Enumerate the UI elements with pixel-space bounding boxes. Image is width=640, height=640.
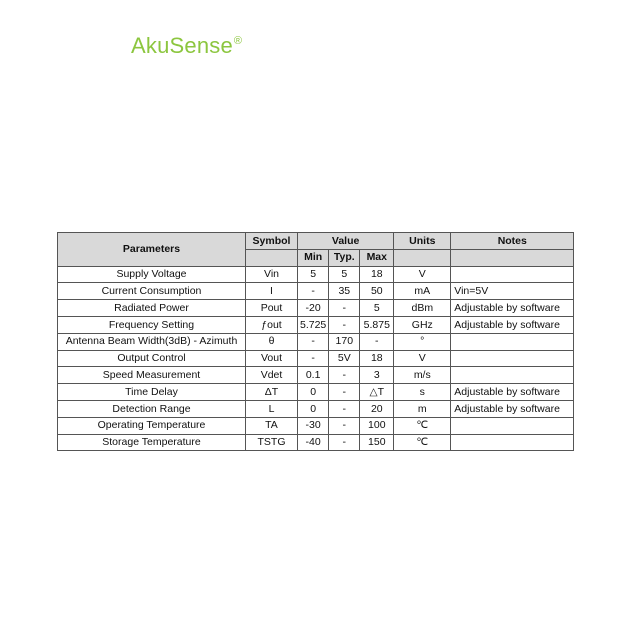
header-typ: Typ. [329,249,360,266]
min-cell: 5.725 [298,316,329,333]
parameter-cell: Output Control [58,350,246,367]
typ-cell: - [329,434,360,451]
typ-cell: - [329,417,360,434]
notes-cell: Adjustable by software [451,384,574,401]
table-row [58,400,574,417]
table-row [58,333,574,350]
min-cell: -20 [298,300,329,317]
header-max: Max [360,249,394,266]
header-min: Min [298,249,329,266]
units-cell: s [394,384,451,401]
table-row [58,367,574,384]
parameter-cell: Frequency Setting [58,316,246,333]
symbol-cell: Vdet [246,367,298,384]
table-body [58,266,574,451]
subheader-symbol-blank [246,249,298,266]
header-notes: Notes [451,233,574,250]
max-cell: 18 [360,266,394,283]
table-row [58,434,574,451]
units-cell: dBm [394,300,451,317]
header-parameters: Parameters [58,233,246,267]
min-cell: - [298,333,329,350]
symbol-cell: Vin [246,266,298,283]
parameter-cell: Antenna Beam Width(3dB) - Azimuth [58,333,246,350]
symbol-cell: TSTG [246,434,298,451]
typ-cell: - [329,400,360,417]
min-cell: 5 [298,266,329,283]
header-symbol: Symbol [246,233,298,250]
parameter-cell: Storage Temperature [58,434,246,451]
notes-cell: Vin=5V [451,283,574,300]
units-cell: GHz [394,316,451,333]
parameter-cell: Time Delay [58,384,246,401]
registered-mark: ® [233,35,243,47]
units-cell: ℃ [394,417,451,434]
subheader-notes-blank [451,249,574,266]
max-cell: 50 [360,283,394,300]
symbol-cell: L [246,400,298,417]
units-cell: ℃ [394,434,451,451]
notes-cell: Adjustable by software [451,300,574,317]
max-cell: 3 [360,367,394,384]
min-cell: -30 [298,417,329,434]
symbol-cell: ƒout [246,316,298,333]
header-value: Value [298,233,394,250]
notes-cell: Adjustable by software [451,400,574,417]
min-cell: 0.1 [298,367,329,384]
table-row [58,384,574,401]
max-cell: 150 [360,434,394,451]
header-units: Units [394,233,451,250]
table-row [58,266,574,283]
typ-cell: - [329,300,360,317]
min-cell: 0 [298,400,329,417]
parameter-cell: Speed Measurement [58,367,246,384]
units-cell: ° [394,333,451,350]
specifications-table [57,232,574,451]
typ-cell: 5V [329,350,360,367]
typ-cell: 5 [329,266,360,283]
table-row [58,316,574,333]
typ-cell: - [329,384,360,401]
min-cell: - [298,350,329,367]
min-cell: -40 [298,434,329,451]
max-cell: 100 [360,417,394,434]
max-cell: - [360,333,394,350]
table-row [58,417,574,434]
typ-cell: 35 [329,283,360,300]
header-row [58,233,574,250]
brand-logo [131,33,242,59]
units-cell: V [394,266,451,283]
max-cell: 5 [360,300,394,317]
table-row [58,283,574,300]
min-cell: 0 [298,384,329,401]
typ-cell: - [329,316,360,333]
notes-cell [451,367,574,384]
units-cell: m/s [394,367,451,384]
typ-cell: 170 [329,333,360,350]
table-row [58,350,574,367]
symbol-cell: θ [246,333,298,350]
min-cell: - [298,283,329,300]
typ-cell: - [329,367,360,384]
parameter-cell: Supply Voltage [58,266,246,283]
max-cell: 20 [360,400,394,417]
symbol-cell: Pout [246,300,298,317]
symbol-cell: I [246,283,298,300]
max-cell: 18 [360,350,394,367]
notes-cell [451,350,574,367]
units-cell: mA [394,283,451,300]
notes-cell [451,434,574,451]
notes-cell [451,266,574,283]
notes-cell: Adjustable by software [451,316,574,333]
symbol-cell: Vout [246,350,298,367]
symbol-cell: TA [246,417,298,434]
brand-name: AkuSense [131,33,233,58]
parameter-cell: Radiated Power [58,300,246,317]
notes-cell [451,417,574,434]
max-cell: △T [360,384,394,401]
parameter-cell: Operating Temperature [58,417,246,434]
symbol-cell: ΔT [246,384,298,401]
subheader-units-blank [394,249,451,266]
table-row [58,300,574,317]
notes-cell [451,333,574,350]
units-cell: V [394,350,451,367]
parameter-cell: Current Consumption [58,283,246,300]
parameter-cell: Detection Range [58,400,246,417]
max-cell: 5.875 [360,316,394,333]
units-cell: m [394,400,451,417]
